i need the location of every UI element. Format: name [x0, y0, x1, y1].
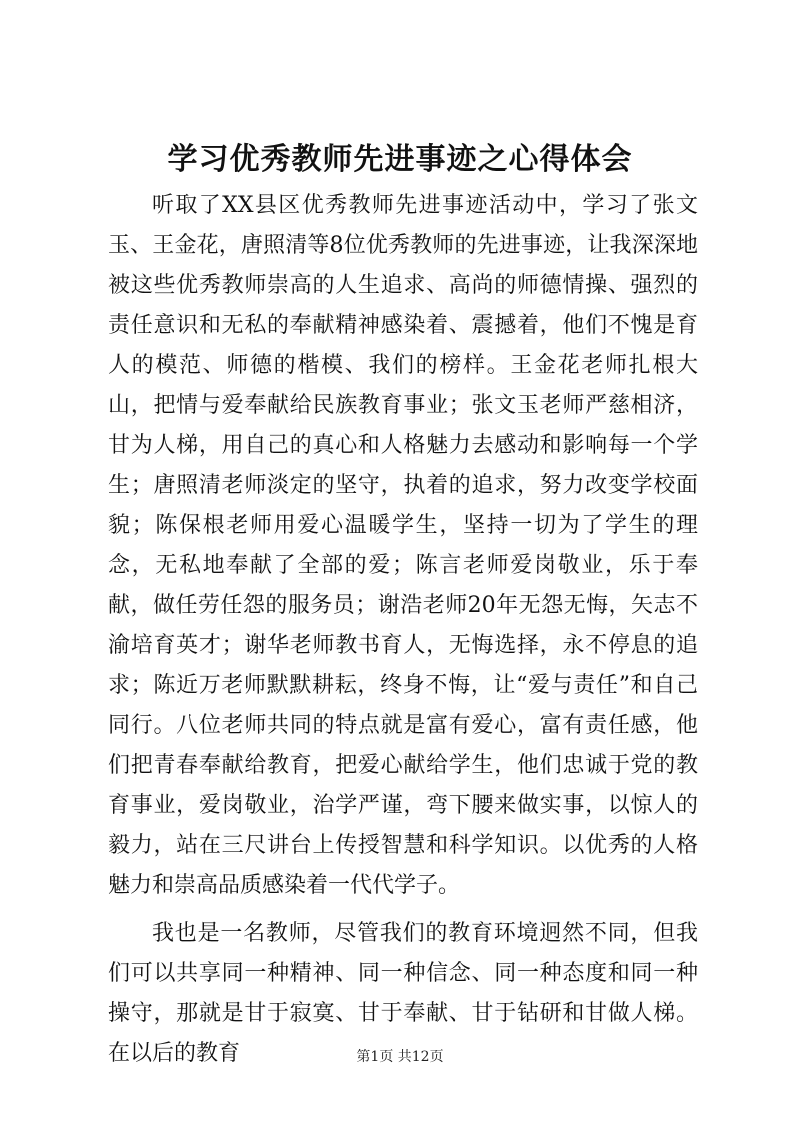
document-title: 学习优秀教师先进事迹之心得体会	[167, 142, 633, 177]
paragraph-2: 我也是一名教师，尽管我们的教育环境迥然不同，但我们可以共享同一种精神、同一种信念、同一种态度和同一种操守，那就是甘于寂寞、甘于奉献、甘于钻研和甘做人梯。在以后的教育	[108, 921, 698, 1066]
document-body	[108, 186, 698, 1074]
page-footer: 第1页 共12页	[356, 1049, 444, 1065]
paragraph-1: 听取了XX县区优秀教师先进事迹活动中，学习了张文玉、王金花，唐照清等8位优秀教师的先进事迹，让我深深地被这些优秀教师崇高的人生追求、高尚的师德情操、强烈的责任意识和无私的奉献精神感染着、震撼着，他们不愧是育人的模范、师德的楷模、我们的榜样。王金花老师扎根大山，把情与爱奉献给民族教育事业；张文玉老师严慈相济，甘为人梯，用自己的真心和人格魅力去感动和影响每一个学生；唐照清老师淡定的坚守，执着的追求，努力改变学校面貌；陈保根老师用爱心温暖学生，坚持一切为了学生的理念，无私地奉献了全部的爱；陈言老师爱岗敬业，乐于奉献，做任劳任怨的服务员；谢浩老师20年无怨无悔，矢志不渝培育英才；谢华老师教书育人，无悔选择，永不停息的追求；陈近万老师默默耕耘，终身不悔，让“爱与责任”和自己同行。八位老师共同的特点就是富有爱心，富有责任感，他们把青春奉献给教育，把爱心献给学生，他们忠诚于党的教育事业，爱岗敬业，治学严谨，弯下腰来做实事，以惊人的毅力，站在三尺讲台上传授智慧和科学知识。以优秀的人格魅力和崇高品质感染着一代代学子。	[108, 193, 698, 898]
